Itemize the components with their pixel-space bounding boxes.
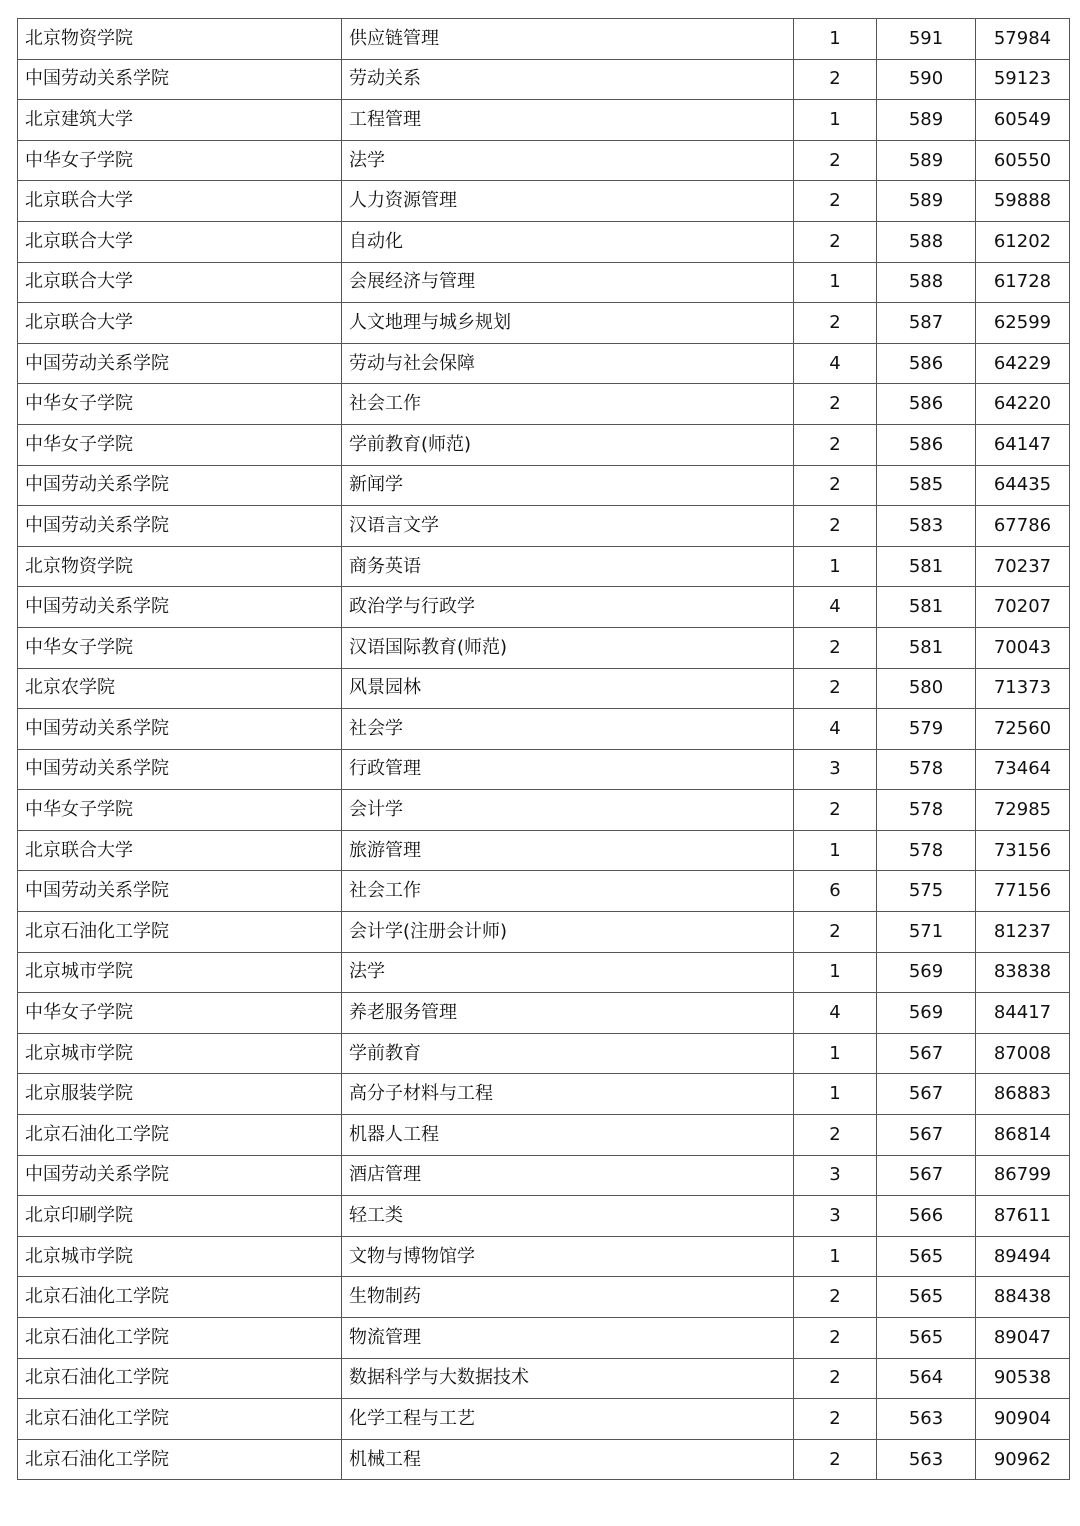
plan-count-cell: 2: [794, 1358, 877, 1399]
plan-count-cell: 1: [794, 952, 877, 993]
min-rank-cell: 70207: [976, 587, 1070, 628]
min-score-cell: 567: [877, 1115, 976, 1156]
min-score-cell: 581: [877, 546, 976, 587]
min-score-cell: 564: [877, 1358, 976, 1399]
min-score-cell: 563: [877, 1399, 976, 1440]
table-row: [18, 1399, 1070, 1440]
major-name-cell: 法学: [342, 140, 794, 181]
table-row: [18, 1318, 1070, 1359]
school-name-cell: 中国劳动关系学院: [18, 587, 342, 628]
school-name-cell: 中华女子学院: [18, 790, 342, 831]
min-rank-cell: 89494: [976, 1236, 1070, 1277]
min-rank-cell: 61202: [976, 221, 1070, 262]
min-score-cell: 575: [877, 871, 976, 912]
table-row: [18, 181, 1070, 222]
plan-count-cell: 3: [794, 1196, 877, 1237]
major-name-cell: 人文地理与城乡规划: [342, 303, 794, 344]
school-name-cell: 北京石油化工学院: [18, 1358, 342, 1399]
table-row: [18, 587, 1070, 628]
plan-count-cell: 2: [794, 627, 877, 668]
plan-count-cell: 2: [794, 465, 877, 506]
min-rank-cell: 70237: [976, 546, 1070, 587]
plan-count-cell: 4: [794, 343, 877, 384]
major-name-cell: 工程管理: [342, 100, 794, 141]
min-rank-cell: 64147: [976, 424, 1070, 465]
min-rank-cell: 84417: [976, 993, 1070, 1034]
plan-count-cell: 2: [794, 1439, 877, 1480]
min-rank-cell: 64435: [976, 465, 1070, 506]
table-row: [18, 100, 1070, 141]
major-name-cell: 物流管理: [342, 1318, 794, 1359]
school-name-cell: 中国劳动关系学院: [18, 709, 342, 750]
min-score-cell: 567: [877, 1033, 976, 1074]
major-name-cell: 会展经济与管理: [342, 262, 794, 303]
min-score-cell: 588: [877, 221, 976, 262]
min-rank-cell: 67786: [976, 506, 1070, 547]
table-row: [18, 709, 1070, 750]
plan-count-cell: 1: [794, 830, 877, 871]
school-name-cell: 中国劳动关系学院: [18, 465, 342, 506]
min-rank-cell: 90538: [976, 1358, 1070, 1399]
major-name-cell: 风景园林: [342, 668, 794, 709]
school-name-cell: 北京石油化工学院: [18, 912, 342, 953]
min-score-cell: 586: [877, 384, 976, 425]
min-rank-cell: 90962: [976, 1439, 1070, 1480]
min-score-cell: 578: [877, 830, 976, 871]
table-row: [18, 221, 1070, 262]
min-score-cell: 580: [877, 668, 976, 709]
plan-count-cell: 2: [794, 1277, 877, 1318]
plan-count-cell: 2: [794, 384, 877, 425]
table-row: [18, 790, 1070, 831]
min-score-cell: 579: [877, 709, 976, 750]
table-row: [18, 59, 1070, 100]
table-row: [18, 668, 1070, 709]
school-name-cell: 北京物资学院: [18, 19, 342, 60]
admission-score-table: [17, 18, 1070, 1480]
min-rank-cell: 73464: [976, 749, 1070, 790]
min-rank-cell: 64229: [976, 343, 1070, 384]
school-name-cell: 中国劳动关系学院: [18, 343, 342, 384]
plan-count-cell: 4: [794, 993, 877, 1034]
min-rank-cell: 72560: [976, 709, 1070, 750]
school-name-cell: 中国劳动关系学院: [18, 59, 342, 100]
table-row: [18, 19, 1070, 60]
major-name-cell: 行政管理: [342, 749, 794, 790]
plan-count-cell: 3: [794, 749, 877, 790]
plan-count-cell: 3: [794, 1155, 877, 1196]
school-name-cell: 北京物资学院: [18, 546, 342, 587]
table-row: [18, 1033, 1070, 1074]
table-row: [18, 1196, 1070, 1237]
min-score-cell: 571: [877, 912, 976, 953]
min-score-cell: 581: [877, 627, 976, 668]
min-score-cell: 566: [877, 1196, 976, 1237]
plan-count-cell: 2: [794, 790, 877, 831]
table-row: [18, 262, 1070, 303]
min-rank-cell: 83838: [976, 952, 1070, 993]
table-row: [18, 1439, 1070, 1480]
min-rank-cell: 60549: [976, 100, 1070, 141]
plan-count-cell: 1: [794, 19, 877, 60]
min-rank-cell: 88438: [976, 1277, 1070, 1318]
min-score-cell: 589: [877, 181, 976, 222]
min-score-cell: 587: [877, 303, 976, 344]
plan-count-cell: 4: [794, 709, 877, 750]
min-rank-cell: 60550: [976, 140, 1070, 181]
table-row: [18, 140, 1070, 181]
plan-count-cell: 2: [794, 1115, 877, 1156]
plan-count-cell: 1: [794, 1033, 877, 1074]
min-score-cell: 588: [877, 262, 976, 303]
school-name-cell: 北京农学院: [18, 668, 342, 709]
major-name-cell: 自动化: [342, 221, 794, 262]
major-name-cell: 劳动与社会保障: [342, 343, 794, 384]
table-row: [18, 912, 1070, 953]
min-score-cell: 583: [877, 506, 976, 547]
major-name-cell: 酒店管理: [342, 1155, 794, 1196]
major-name-cell: 汉语言文学: [342, 506, 794, 547]
school-name-cell: 中国劳动关系学院: [18, 506, 342, 547]
min-score-cell: 586: [877, 343, 976, 384]
major-name-cell: 数据科学与大数据技术: [342, 1358, 794, 1399]
table-row: [18, 830, 1070, 871]
plan-count-cell: 6: [794, 871, 877, 912]
plan-count-cell: 2: [794, 1399, 877, 1440]
min-rank-cell: 81237: [976, 912, 1070, 953]
major-name-cell: 生物制药: [342, 1277, 794, 1318]
min-rank-cell: 59888: [976, 181, 1070, 222]
min-score-cell: 589: [877, 140, 976, 181]
min-rank-cell: 62599: [976, 303, 1070, 344]
school-name-cell: 北京印刷学院: [18, 1196, 342, 1237]
plan-count-cell: 2: [794, 912, 877, 953]
major-name-cell: 供应链管理: [342, 19, 794, 60]
min-score-cell: 586: [877, 424, 976, 465]
major-name-cell: 政治学与行政学: [342, 587, 794, 628]
major-name-cell: 化学工程与工艺: [342, 1399, 794, 1440]
school-name-cell: 中华女子学院: [18, 424, 342, 465]
table-row: [18, 384, 1070, 425]
table-row: [18, 1358, 1070, 1399]
school-name-cell: 北京联合大学: [18, 303, 342, 344]
major-name-cell: 法学: [342, 952, 794, 993]
table-row: [18, 627, 1070, 668]
major-name-cell: 商务英语: [342, 546, 794, 587]
plan-count-cell: 1: [794, 546, 877, 587]
major-name-cell: 社会学: [342, 709, 794, 750]
major-name-cell: 会计学: [342, 790, 794, 831]
table-row: [18, 343, 1070, 384]
min-rank-cell: 87611: [976, 1196, 1070, 1237]
school-name-cell: 中华女子学院: [18, 993, 342, 1034]
min-rank-cell: 90904: [976, 1399, 1070, 1440]
table-row: [18, 1155, 1070, 1196]
school-name-cell: 中国劳动关系学院: [18, 871, 342, 912]
major-name-cell: 新闻学: [342, 465, 794, 506]
min-rank-cell: 61728: [976, 262, 1070, 303]
table-row: [18, 506, 1070, 547]
min-score-cell: 569: [877, 993, 976, 1034]
school-name-cell: 北京联合大学: [18, 181, 342, 222]
min-rank-cell: 86799: [976, 1155, 1070, 1196]
plan-count-cell: 2: [794, 59, 877, 100]
school-name-cell: 北京联合大学: [18, 221, 342, 262]
table-row: [18, 1074, 1070, 1115]
min-rank-cell: 87008: [976, 1033, 1070, 1074]
table-row: [18, 546, 1070, 587]
min-score-cell: 563: [877, 1439, 976, 1480]
school-name-cell: 中华女子学院: [18, 140, 342, 181]
plan-count-cell: 2: [794, 668, 877, 709]
min-score-cell: 565: [877, 1318, 976, 1359]
major-name-cell: 轻工类: [342, 1196, 794, 1237]
min-score-cell: 585: [877, 465, 976, 506]
table-row: [18, 1115, 1070, 1156]
major-name-cell: 社会工作: [342, 871, 794, 912]
min-score-cell: 565: [877, 1277, 976, 1318]
min-score-cell: 590: [877, 59, 976, 100]
plan-count-cell: 1: [794, 100, 877, 141]
min-score-cell: 591: [877, 19, 976, 60]
plan-count-cell: 2: [794, 181, 877, 222]
table-row: [18, 749, 1070, 790]
school-name-cell: 中华女子学院: [18, 627, 342, 668]
min-score-cell: 581: [877, 587, 976, 628]
table-row: [18, 465, 1070, 506]
plan-count-cell: 2: [794, 506, 877, 547]
school-name-cell: 北京石油化工学院: [18, 1277, 342, 1318]
major-name-cell: 养老服务管理: [342, 993, 794, 1034]
min-rank-cell: 71373: [976, 668, 1070, 709]
plan-count-cell: 2: [794, 303, 877, 344]
min-rank-cell: 86814: [976, 1115, 1070, 1156]
min-score-cell: 565: [877, 1236, 976, 1277]
major-name-cell: 机器人工程: [342, 1115, 794, 1156]
min-rank-cell: 77156: [976, 871, 1070, 912]
school-name-cell: 北京联合大学: [18, 262, 342, 303]
min-rank-cell: 86883: [976, 1074, 1070, 1115]
table-body: [18, 19, 1070, 1480]
major-name-cell: 高分子材料与工程: [342, 1074, 794, 1115]
table-row: [18, 1277, 1070, 1318]
major-name-cell: 汉语国际教育(师范): [342, 627, 794, 668]
min-score-cell: 567: [877, 1155, 976, 1196]
major-name-cell: 学前教育(师范): [342, 424, 794, 465]
school-name-cell: 北京城市学院: [18, 1236, 342, 1277]
min-rank-cell: 89047: [976, 1318, 1070, 1359]
min-score-cell: 567: [877, 1074, 976, 1115]
min-score-cell: 578: [877, 790, 976, 831]
min-score-cell: 578: [877, 749, 976, 790]
plan-count-cell: 2: [794, 140, 877, 181]
school-name-cell: 中华女子学院: [18, 384, 342, 425]
table-row: [18, 952, 1070, 993]
major-name-cell: 文物与博物馆学: [342, 1236, 794, 1277]
major-name-cell: 社会工作: [342, 384, 794, 425]
school-name-cell: 北京城市学院: [18, 1033, 342, 1074]
major-name-cell: 劳动关系: [342, 59, 794, 100]
table-row: [18, 993, 1070, 1034]
school-name-cell: 北京石油化工学院: [18, 1439, 342, 1480]
major-name-cell: 人力资源管理: [342, 181, 794, 222]
plan-count-cell: 2: [794, 221, 877, 262]
min-rank-cell: 72985: [976, 790, 1070, 831]
school-name-cell: 北京石油化工学院: [18, 1399, 342, 1440]
school-name-cell: 北京联合大学: [18, 830, 342, 871]
min-rank-cell: 73156: [976, 830, 1070, 871]
plan-count-cell: 4: [794, 587, 877, 628]
min-rank-cell: 64220: [976, 384, 1070, 425]
min-score-cell: 589: [877, 100, 976, 141]
min-score-cell: 569: [877, 952, 976, 993]
plan-count-cell: 2: [794, 1318, 877, 1359]
table-row: [18, 424, 1070, 465]
plan-count-cell: 1: [794, 1074, 877, 1115]
school-name-cell: 中国劳动关系学院: [18, 1155, 342, 1196]
plan-count-cell: 1: [794, 1236, 877, 1277]
min-rank-cell: 70043: [976, 627, 1070, 668]
plan-count-cell: 2: [794, 424, 877, 465]
major-name-cell: 旅游管理: [342, 830, 794, 871]
school-name-cell: 北京城市学院: [18, 952, 342, 993]
school-name-cell: 北京建筑大学: [18, 100, 342, 141]
school-name-cell: 北京服装学院: [18, 1074, 342, 1115]
table-row: [18, 1236, 1070, 1277]
major-name-cell: 学前教育: [342, 1033, 794, 1074]
school-name-cell: 中国劳动关系学院: [18, 749, 342, 790]
min-rank-cell: 57984: [976, 19, 1070, 60]
table-row: [18, 303, 1070, 344]
major-name-cell: 会计学(注册会计师): [342, 912, 794, 953]
school-name-cell: 北京石油化工学院: [18, 1115, 342, 1156]
major-name-cell: 机械工程: [342, 1439, 794, 1480]
plan-count-cell: 1: [794, 262, 877, 303]
min-rank-cell: 59123: [976, 59, 1070, 100]
table-row: [18, 871, 1070, 912]
school-name-cell: 北京石油化工学院: [18, 1318, 342, 1359]
